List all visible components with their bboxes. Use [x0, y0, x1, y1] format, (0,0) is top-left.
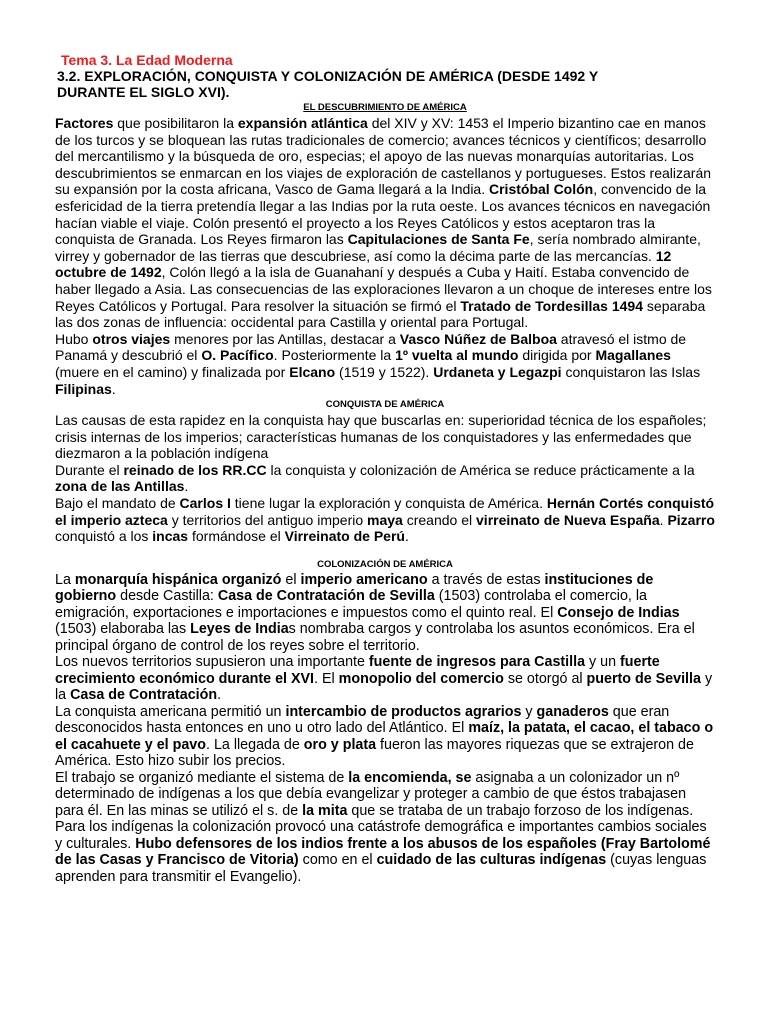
- paragraph: Bajo el mandato de Carlos I tiene lugar la exploración y conquista de América. Hernán Cortés conquistó el imperio azteca y territorios del antiguo imperio maya creando el virreinato de Nueva España. Pizarro conquistó a los incas formándose el Virreinato de Perú.: [55, 495, 715, 545]
- topic-title: Tema 3. La Edad Moderna: [61, 52, 233, 68]
- paragraph: El trabajo se organizó mediante el sistema de la encomienda, se asignaba a un colonizador un nº determinado de indígenas a los que debía evangelizar y proteger a cambio de que éstos trabajasen para él. En las minas se utilizó el s. de la mita que se trataba de un trabajo forzoso de los indígenas. Para los indígenas la colonización provocó una catástrofe demográfica e importantes cambios sociales y culturales. Hubo defensores de los indios frente a los abusos de los españoles (Fray Bartolomé de las Casas y Francisco de Vitoria) como en el cuidado de las culturas indígenas (cuyas lenguas aprenden para transmitir el Evangelio).: [55, 769, 711, 885]
- section-spacer: [55, 545, 715, 557]
- paragraph: Durante el reinado de los RR.CC la conquista y colonización de América se reduce prácticamente a la zona de las Antillas.: [55, 461, 695, 495]
- colonization-block: [55, 572, 715, 886]
- paragraph: Las causas de esta rapidez en la conquista hay que buscarlas en: superioridad técnica de los españoles; crisis internas de los imperios; características humanas de los conquistadores y las enfermedades que diezmaron a la población indígena: [55, 412, 707, 462]
- section-title-conquista: CONQUISTA DE AMÉRICA: [325, 399, 445, 411]
- paragraph: La conquista americana permitió un intercambio de productos agrarios y ganaderos que eran desconocidos hasta entonces en uno u otro lado del Atlántico. El maíz, la patata, el cacao, el tabaco o el cacahuete y el pavo. La llegada de oro y plata fueron las mayores riquezas que se extrajeron de América. Esto hizo subir los precios.: [55, 703, 714, 770]
- paragraph: Los nuevos territorios supusieron una importante fuente de ingresos para Castilla y un fuerte crecimiento económico durante el XVI. El monopolio del comercio se otorgó al puerto de Sevilla y la Casa de Contratación.: [55, 654, 713, 704]
- paragraph: Factores que posibilitaron la expansión atlántica del XIV y XV: 1453 el Imperio bizantino cae en manos de los turcos y se bloquean las rutas tradicionales de comercio; avances técnicos y científicos; desarrollo del mercantilismo y la búsqueda de oro, especias; el apoyo de las nuevas monarquías autoritarias. Los descubrimientos se enmarcan en los viajes de exploración de castellanos y portugueses. Estos realizarán su expansión por la costa africana, Vasco de Gama llegará a la India. Cristóbal Colón, convencido de la esfericidad de la tierra pretendía llegar a las Indias por la ruta oeste. Los avances técnicos en navegación hacían viable el viaje. Colón presentó el proyecto a los Reyes Católicos y estos aceptaron tras la conquista de Granada. Los Reyes firmaron las Capitulaciones de Santa Fe, sería nombrado almirante, virrey y gobernador de las tierras que descubriese, así como la décima parte de las mercancías. 12 octubre de 1492, Colón llegó a la isla de Guanahaní y después a Cuba y Haití. Estaba convencido de haber llegado a Asia. Las consecuencias de las exploraciones llevaron a un choque de intereses entre los Reyes Católicos y Portugal. Para resolver la situación se firmó el Tratado de Tordesillas 1494 separaba las dos zonas de influencia: occidental para Castilla y oriental para Portugal.: [55, 115, 712, 331]
- main-heading: 3.2. EXPLORACIÓN, CONQUISTA Y COLONIZACIÓN DE AMÉRICA (DESDE 1492 Y DURANTE EL SIGLO XVI).: [57, 68, 598, 100]
- paragraph: La monarquía hispánica organizó el imperio americano a través de estas instituciones de gobierno desde Castilla: Casa de Contratación de Sevilla (1503) controlaba el comercio, la emigración, exportaciones e importaciones e impuestos como el quinto real. El Consejo de Indias (1503) elaboraba las Leyes de Indias nombraba cargos y controlaba los asuntos económicos. Era el principal órgano de control de los reyes sobre el territorio.: [55, 571, 695, 654]
- section-title-colonizacion: COLONIZACIÓN DE AMÉRICA: [317, 558, 453, 570]
- section-title-descubrimiento: EL DESCUBRIMIENTO DE AMÉRICA: [303, 102, 467, 113]
- paragraph: Hubo otros viajes menores por las Antillas, destacar a Vasco Núñez de Balboa atravesó el istmo de Panamá y descubrió el O. Pacífico. Posteriormente la 1º vuelta al mundo dirigida por Magallanes (muere en el camino) y finalizada por Elcano (1519 y 1522). Urdaneta y Legazpi conquistaron las Islas Filipinas.: [55, 330, 701, 397]
- document-page: [55, 52, 715, 885]
